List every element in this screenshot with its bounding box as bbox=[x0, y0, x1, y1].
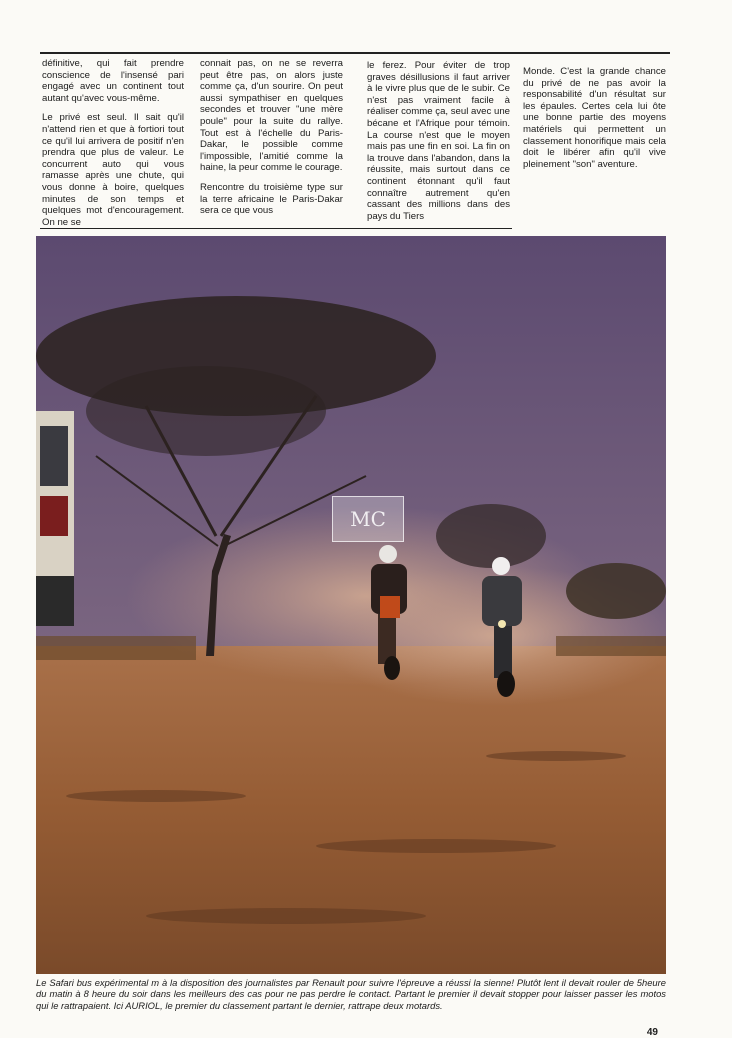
paragraph: connait pas, on ne se reverra peut être pas, on alors juste comme ça, d'un sourire. On peut aussi sympathiser en quelques secondes et trouver "une mère poule" pour la suite du rallye. Tout est à l'échelle du Paris-Dakar, le possible comme l'impossible, l'amitié comme la haine, la peur comme le courage. bbox=[200, 58, 343, 174]
paragraph: le ferez. Pour éviter de trop graves désillusions il faut arriver à le vivre plus que de le subir. Ce n'est pas vraiment facile à réaliser comme ça, seul avec une bécane et l'Afrique pour témoin. La course n'est que le moyen mais pas une fin en soi. La fin on la trouve dans l'abandon, dans la réussite, mais surtout dans ce continent étonnant qu'il faut connaître autrement qu'en cassant des millions dans des pays du Tiers bbox=[367, 60, 510, 222]
text-column-3 bbox=[367, 60, 510, 230]
paragraph: Rencontre du troisième type sur la terre africaine le Paris-Dakar sera ce que vous bbox=[200, 181, 343, 217]
paragraph: définitive, qui fait prendre conscience de l'insensé pari engagé avec un continent tout autant qu'avec vous-même. bbox=[42, 58, 184, 104]
photo-caption: Le Safari bus expérimental m à la disposition des journalistes par Renault pour suivre l'épreuve a réussi la sienne! Plutôt lent il devait rouler de 5heure du matin à 8 heure du soir dans les meilleurs des cas pour ne pas perdre le contact. Partant le premier il devait stopper pour laisser passer les motos qui le rattrapaient. Ici AURIOL, le premier du classement partant le dernier, rattrape deux motards. bbox=[36, 977, 666, 1011]
column-bottom-rule bbox=[40, 228, 512, 229]
paragraph: Le privé est seul. Il sait qu'il n'attend rien et que à fortiori tout ce qu'il lui arrivera de positif n'en prendra que plus de valeur. Le concurrent auto qui vous ramasse après une chute, qui vous donne à boire, quelques minutes de son temps et quelques mot d'encouragement. On ne se bbox=[42, 112, 184, 228]
text-column-4 bbox=[523, 66, 666, 178]
top-rule bbox=[40, 52, 670, 54]
text-column-1 bbox=[42, 58, 184, 236]
rally-photo bbox=[36, 236, 666, 974]
page-number: 49 bbox=[646, 1027, 658, 1038]
text-column-2 bbox=[200, 58, 343, 225]
safari-bus bbox=[36, 411, 74, 626]
watermark: MC bbox=[332, 496, 404, 542]
paragraph: Monde. C'est la grande chance du privé de ne pas avoir la responsabilité d'un résultat sur les épaules. Certes cela lui ôte une bonne partie des moyens matériels qui permettent un classement honorifique mais cela doit le libérer afin qu'il vive pleinement "son" aventure. bbox=[523, 66, 666, 170]
